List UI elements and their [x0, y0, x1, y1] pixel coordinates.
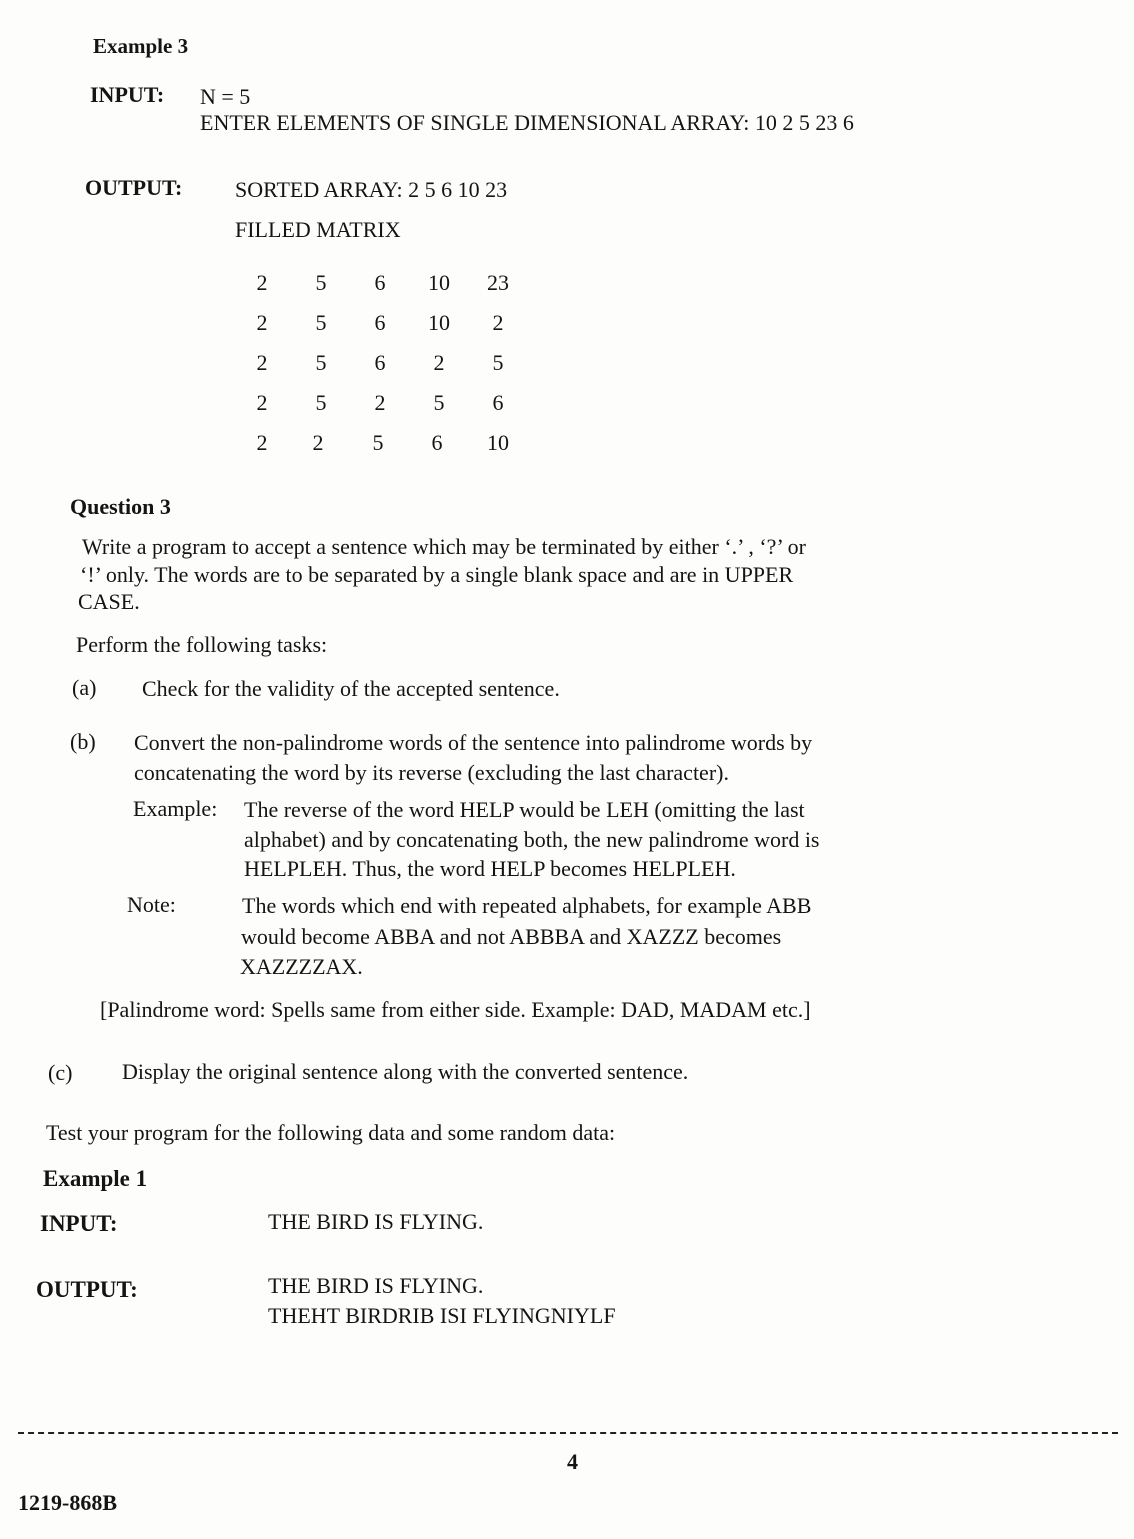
- question-intro-line: Write a program to accept a sentence which may be terminated by either ‘.’ , ‘?’ or: [82, 534, 806, 559]
- matrix-cell: 2: [256, 270, 268, 295]
- note-label: Note:: [127, 892, 176, 917]
- paper-code: 1219-868B: [18, 1490, 117, 1515]
- task-a-label: (a): [72, 675, 97, 700]
- matrix-cell: 2: [492, 310, 504, 335]
- matrix-cell: 23: [487, 270, 509, 295]
- input-label: INPUT:: [90, 82, 165, 107]
- matrix-cell: 2: [256, 310, 268, 335]
- note-line: The words which end with repeated alphabets, for example ABB: [242, 893, 812, 918]
- example3-heading: Example 3: [93, 34, 189, 58]
- matrix-cell: 5: [315, 270, 327, 295]
- task-b-label: (b): [70, 729, 96, 754]
- matrix-cell: 6: [431, 430, 443, 455]
- page-number: 4: [567, 1449, 578, 1474]
- task-b-line: concatenating the word by its reverse (excluding the last character).: [134, 760, 729, 785]
- note-line: XAZZZZAX.: [240, 954, 363, 979]
- matrix-cell: 6: [374, 270, 386, 295]
- question-intro-line: CASE.: [78, 589, 140, 614]
- sorted-array: SORTED ARRAY: 2 5 6 10 23: [235, 177, 508, 202]
- matrix-cell: 5: [372, 430, 384, 455]
- matrix-cell: 6: [492, 390, 504, 415]
- filled-matrix-label: FILLED MATRIX: [235, 217, 401, 242]
- task-b-line: Convert the non-palindrome words of the sentence into palindrome words by: [134, 730, 813, 755]
- tasks-intro: Perform the following tasks:: [76, 632, 328, 657]
- example1-output-line: THEHT BIRDRIB ISI FLYINGNIYLF: [268, 1303, 616, 1328]
- output-label: OUTPUT:: [85, 175, 183, 200]
- matrix-cell: 5: [492, 350, 504, 375]
- matrix-cell: 10: [428, 270, 450, 295]
- matrix-cell: 2: [374, 390, 386, 415]
- example-line: alphabet) and by concatenating both, the new palindrome word is: [244, 827, 820, 852]
- example-line: HELPLEH. Thus, the word HELP becomes HELPLEH.: [244, 856, 736, 881]
- matrix-cell: 10: [487, 430, 509, 455]
- task-c-text: Display the original sentence along with the converted sentence.: [122, 1059, 689, 1084]
- example1-output-label: OUTPUT:: [36, 1277, 138, 1302]
- n-value: N = 5: [200, 84, 251, 109]
- task-a-text: Check for the validity of the accepted sentence.: [142, 676, 560, 701]
- matrix-cell: 5: [433, 390, 445, 415]
- matrix-cell: 2: [256, 390, 268, 415]
- note-line: would become ABBA and not ABBBA and XAZZZ becomes: [241, 924, 782, 949]
- test-instruction: Test your program for the following data and some random data:: [46, 1120, 616, 1145]
- question-intro-line: ‘!’ only. The words are to be separated by a single blank space and are in UPPER: [80, 562, 794, 587]
- example-label: Example:: [133, 796, 218, 821]
- task-c-label: (c): [48, 1060, 73, 1085]
- footer-divider: [18, 1432, 1118, 1434]
- example1-input-label: INPUT:: [40, 1211, 118, 1236]
- example1-input-value: THE BIRD IS FLYING.: [268, 1209, 484, 1234]
- matrix-cell: 5: [315, 350, 327, 375]
- matrix-cell: 6: [374, 310, 386, 335]
- array-elements: ENTER ELEMENTS OF SINGLE DIMENSIONAL ARRAY: 10 2 5 23 6: [200, 110, 854, 135]
- question3-heading: Question 3: [70, 494, 171, 519]
- matrix-cell: 10: [428, 310, 450, 335]
- example-line: The reverse of the word HELP would be LEH (omitting the last: [244, 797, 805, 822]
- matrix-cell: 2: [433, 350, 445, 375]
- matrix-cell: 5: [315, 310, 327, 335]
- matrix-cell: 2: [256, 430, 268, 455]
- example1-heading: Example 1: [43, 1166, 148, 1191]
- palindrome-definition: [Palindrome word: Spells same from either side. Example: DAD, MADAM etc.]: [100, 997, 811, 1022]
- example1-output-line: THE BIRD IS FLYING.: [268, 1273, 484, 1298]
- matrix-cell: 5: [315, 390, 327, 415]
- matrix-cell: 6: [374, 350, 386, 375]
- matrix-cell: 2: [312, 430, 324, 455]
- matrix-cell: 2: [256, 350, 268, 375]
